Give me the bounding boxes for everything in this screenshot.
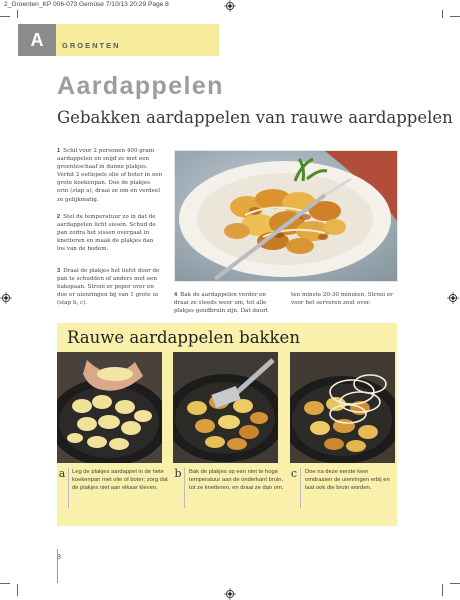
crop-mark (0, 583, 10, 584)
step-number: 2 (57, 214, 61, 220)
crop-mark (442, 584, 443, 596)
crop-mark (0, 16, 10, 17)
caption-divider (300, 468, 301, 508)
caption-text: Leg de plakjes aardappel in de hete koekenpan met olie of boter; zorg dat de plakjes niet aan elkaar kleven. (72, 469, 168, 492)
page-title: Aardappelen (57, 72, 224, 100)
printer-slug: 2_Groenten_KP 006-073 Gemüse 7/10/13 20:29 Page 8 (4, 1, 169, 8)
dish-photo (174, 150, 398, 282)
crop-mark (442, 10, 443, 18)
caption-divider (68, 468, 69, 508)
caption-text: Bak de plakjes op een niet te hoge temperatuur aan de onderkant bruin, tot ze knetteren, en draai ze dan om. (189, 469, 284, 492)
caption-letter: a (58, 467, 66, 480)
step-photo-b (173, 352, 278, 463)
caption-text: Doe na deze eerste keer omdraaien de uienringen erbij en laat ook die bruin worden. (305, 469, 390, 492)
chapter-letter: A (30, 30, 44, 50)
registration-mark-top (224, 0, 236, 12)
page-number-rule (57, 549, 58, 583)
chapter-name: GROENTEN (62, 41, 121, 50)
step-text: Bak de aardappelen verder en draai ze steeds weer om, tot alle plakjes goudbruin zijn. Dat duurt ten minste 20-30 minuten. Strooi er voor het serveren zout over. (174, 292, 393, 315)
recipe-title: Gebakken aardappelen van rauwe aardappelen (57, 108, 453, 127)
registration-mark-bottom (224, 588, 236, 600)
recipe-step (174, 291, 396, 317)
page-number: 8 (57, 554, 61, 561)
recipe-step (57, 267, 163, 307)
crop-mark (450, 16, 460, 17)
caption-letter: b (174, 467, 182, 480)
section-title: Rauwe aardappelen bakken (67, 328, 300, 347)
step-text: Stel de temperatuur zo in dat de aardappelen licht sissen. Schud de pan zodra het sissen overgaat in knetteren en maak de plakjes dan los van de bodem. (57, 214, 156, 253)
step-photo-a (57, 352, 162, 463)
step-photo-c (290, 352, 395, 463)
step-text: Draai de plakjes het liefst door de pan te schudden of anders met een bakspaan. Strooi er peper over en doe er uienringen bij van 1 grote ui (stap b, c). (57, 268, 160, 307)
step-text: Schil voor 2 personen 400 gram aardappelen en snijd ze met een groenteschaaf in dunne plakjes. Verhit 2 eetlepels olie of boter in een grote koekenpan. Doe de plakjes erin (stap a), draai ze om en verdeel ze gelijkmatig. (57, 148, 163, 203)
step-number: 1 (57, 148, 61, 154)
recipe-step (57, 147, 163, 204)
step-number: 4 (174, 292, 178, 298)
chapter-band (56, 24, 219, 56)
step-number: 3 (57, 268, 61, 274)
registration-mark-left (0, 292, 12, 304)
recipe-step (57, 213, 163, 253)
crop-mark (17, 10, 18, 18)
caption-letter: c (290, 467, 298, 480)
crop-mark (17, 584, 18, 596)
registration-mark-right (447, 292, 459, 304)
crop-mark (450, 583, 460, 584)
caption-divider (184, 468, 185, 508)
